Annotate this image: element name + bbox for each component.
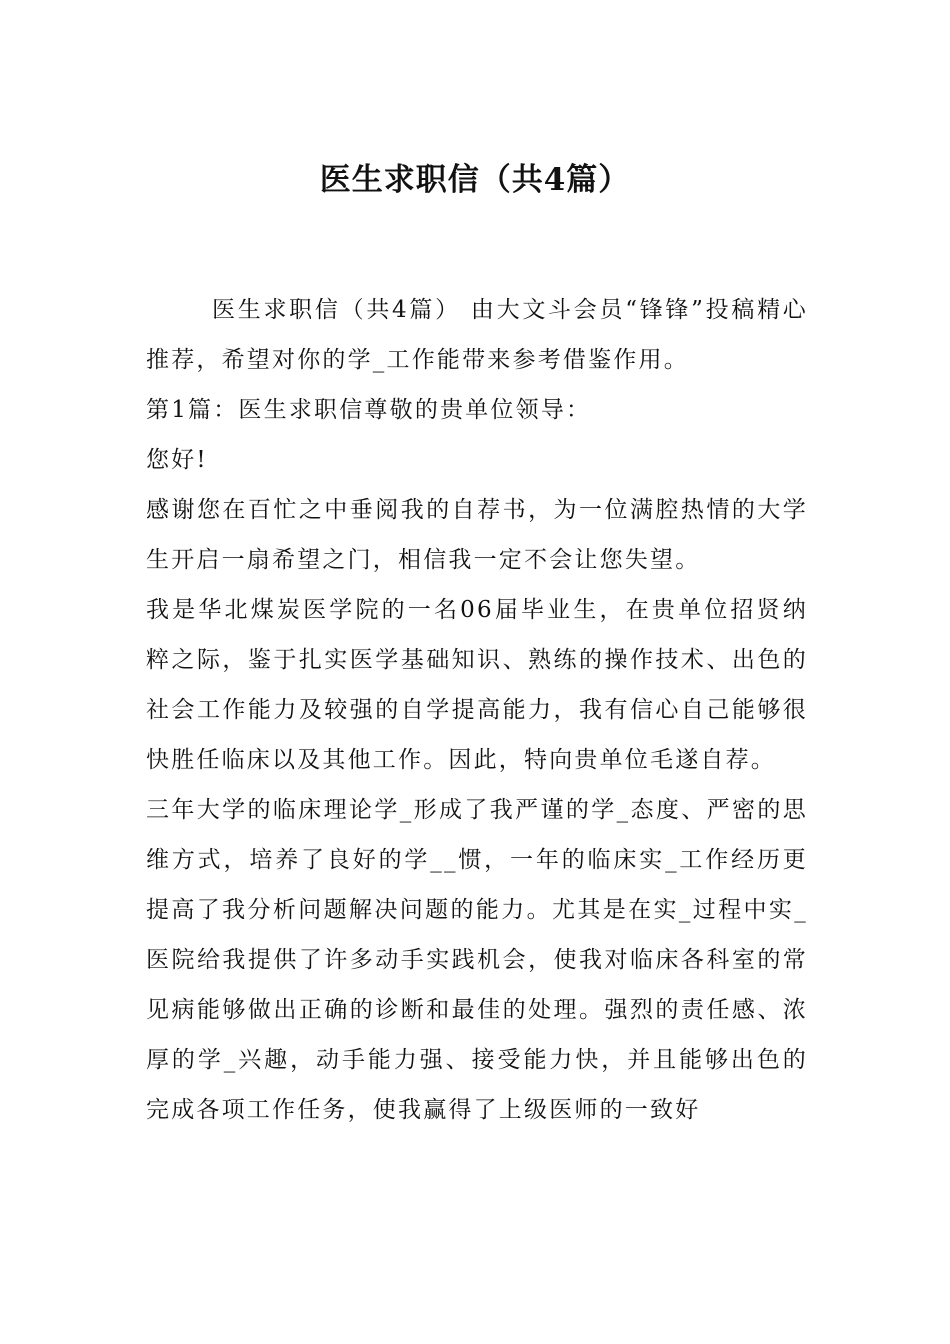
document-title: 医生求职信（共4篇） [319, 162, 631, 198]
paragraph-study-experience: 三年大学的临床理论学_形成了我严谨的学_态度、严密的思维方式，培养了良好的学__惯，一年的临床实_工作经历更提高了我分析问题解决问题的能力。尤其是在实_过程中实_医院给我提供了许多动手实践机会，使我对临床各科室的常见病能够做出正确的诊断和最佳的处理。强烈的责任感、浓厚的学_兴趣，动手能力强、接受能力快，并且能够出色的完成各项工作任务，使我赢得了上级医师的一致好 [146, 797, 808, 1123]
paragraph-heading-part1: 第1篇：医生求职信尊敬的贵单位领导： [146, 397, 592, 423]
paragraph-intro: 医生求职信（共4篇） 由大文斗会员“锋锋”投稿精心推荐，希望对你的学_工作能带来参考借鉴作用。 [146, 297, 808, 373]
document-body [146, 285, 808, 1135]
paragraph-thanks: 感谢您在百忙之中垂阅我的自荐书，为一位满腔热情的大学生开启一扇希望之门，相信我一定不会让您失望。 [146, 497, 808, 573]
paragraph-greeting: 您好! [146, 447, 208, 473]
paragraph-self-intro: 我是华北煤炭医学院的一名06届毕业生，在贵单位招贤纳粹之际，鉴于扎实医学基础知识、熟练的操作技术、出色的社会工作能力及较强的自学提高能力，我有信心自己能够很快胜任临床以及其他工作。因此，特向贵单位毛遂自荐。 [146, 597, 808, 773]
